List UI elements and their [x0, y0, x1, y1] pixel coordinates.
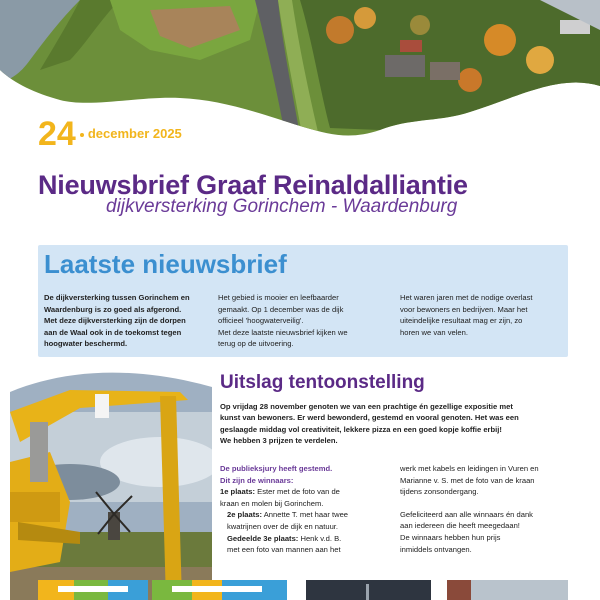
prize-1: 1e plaats: Ester met de foto van de — [220, 487, 340, 497]
exhibition-heading: Uitslag tentoonstelling — [220, 372, 425, 393]
date-month-year: december 2025 — [80, 126, 182, 141]
bottom-logo-strip-left — [38, 580, 148, 600]
winners-continued-column: werk met kabels en leidingen in Vuren en Marianne v. S. met de foto van de kraan tijdens zonsondergang. Gefeliciteerd aan alle winnaars én dank aan iedereen die heeft meegedaan! De winnaars hebben hun prijs inmiddels ontvangen. — [400, 464, 539, 554]
latest-newsletter-panel — [38, 245, 568, 357]
bullet-dot-icon — [80, 133, 84, 137]
jury-line: De publieksjury heeft gestemd. — [220, 464, 333, 473]
bottom-photo-light — [447, 580, 568, 600]
winners-column: De publieksjury heeft gestemd. Dit zijn de winnaars: 1e plaats: Ester met de foto van de kraan en molen bij Gorinchem. 2e plaats: Annette T. met haar twee kwatrijnen over de dijk en natuur. Gedeelde 3e plaats: Henk v.d. B. met een foto van mannen aan het — [220, 463, 388, 556]
latest-column-1: De dijkversterking tussen Gorinchem en Waardenburg is zo goed als afgerond. Met deze dijkversterking zijn de dorpen aan de Waal ook in de toekomst tegen hoogwater beschermd. — [44, 293, 190, 349]
bottom-logo-strip-right — [152, 580, 287, 600]
bottom-photo-dark — [306, 580, 431, 600]
winners-heading: Dit zijn de winnaars: — [220, 475, 294, 485]
crane-windmill-photo — [10, 372, 212, 600]
newsletter-subtitle: dijkversterking Gorinchem - Waardenburg — [106, 196, 458, 217]
exhibition-intro: Op vrijdag 28 november genoten we van een prachtige én gezellige expositie met kunst van bewoners. Er werd bewonderd, gestemd en vooral genoten. Het was een geslaagde middag vol creativiteit, lekkere pizza en een goed kopje koffie erbij! We hebben 3 prijzen te verdelen. — [220, 402, 519, 446]
issue-date — [38, 117, 182, 151]
latest-column-2: Het gebied is mooier en leefbaarder gemaakt. Op 1 december was de dijk officieel 'hoogwaterveilig'. Met deze laatste nieuwsbrief kijken we terug op de uitvoering. — [218, 293, 348, 349]
newsletter-title: Nieuwsbrief Graaf Reinaldalliantie — [38, 170, 468, 200]
latest-column-3: Het waren jaren met de nodige overlast voor bewoners en bedrijven. Maar het uiteindelijke resultaat mag er zijn, zo horen we van velen. — [400, 293, 533, 337]
prize-3: Gedeelde 3e plaats: Henk v.d. B. — [227, 533, 342, 543]
prize-2: 2e plaats: Annette T. met haar twee — [227, 510, 349, 520]
date-day: 24 — [38, 115, 76, 153]
latest-heading: Laatste nieuwsbrief — [44, 249, 287, 279]
